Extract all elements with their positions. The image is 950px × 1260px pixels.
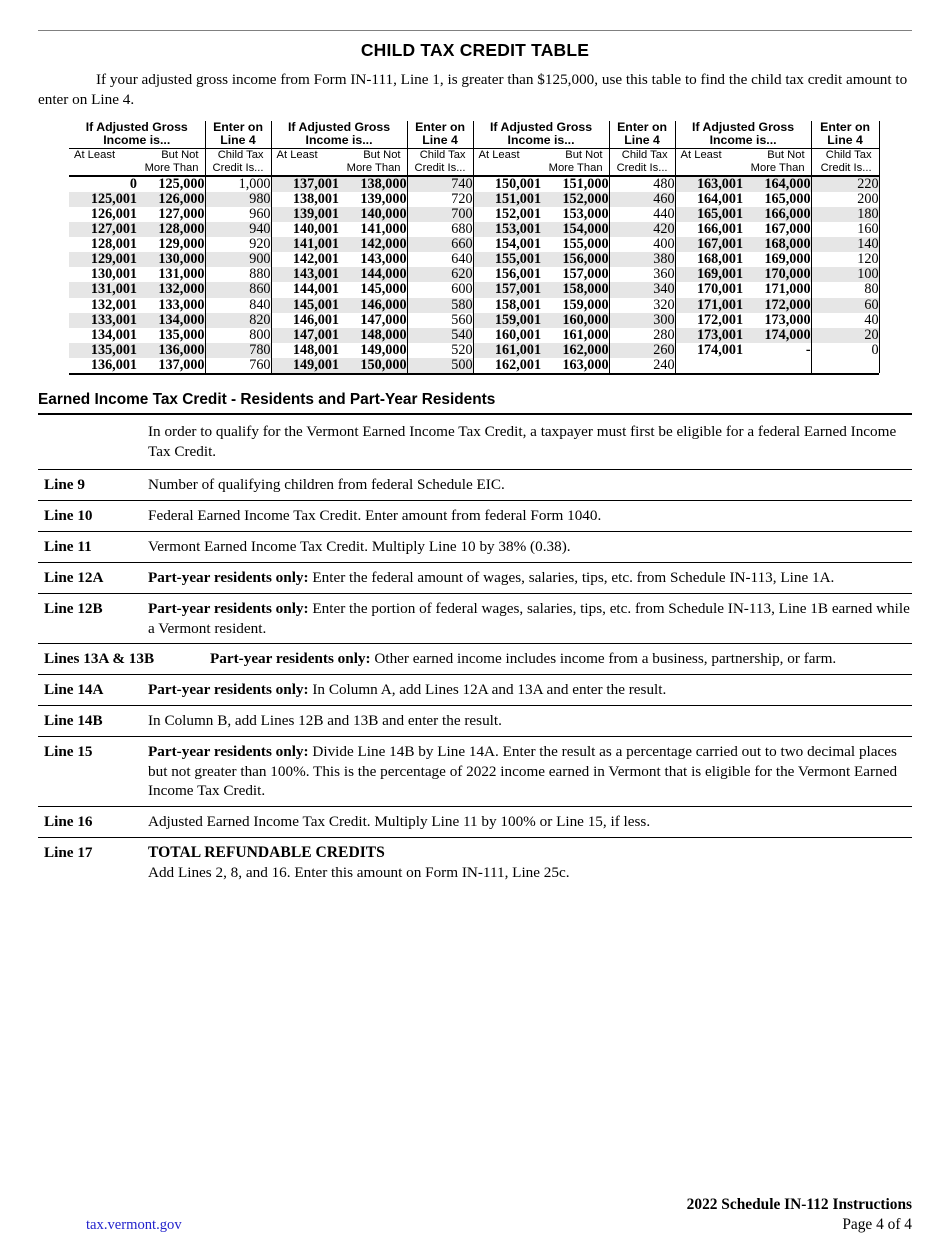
cell-at-least: 147,001 [271, 328, 339, 343]
child-tax-credit-table-wrap [69, 121, 879, 375]
line-item-label: Line 14B [44, 712, 103, 730]
cell-credit-amount: 60 [811, 298, 879, 313]
line-item-label: Line 15 [44, 742, 93, 760]
table-row [69, 328, 879, 343]
cell-but-not-more-than: 136,000 [137, 343, 205, 358]
cell-but-not-more-than: 160,000 [541, 313, 609, 328]
subheader-at-least-1: At Least [74, 149, 116, 162]
table-row [69, 222, 879, 237]
cell-credit-amount: 800 [205, 328, 271, 343]
line-item-text: Part-year residents only: Enter the federal amount of wages, salaries, tips, etc. from Schedule IN-113, Line 1A. [148, 569, 835, 587]
cell-but-not-more-than: 134,000 [137, 313, 205, 328]
cell-at-least: 126,001 [90, 205, 137, 222]
cell-credit-amount: 260 [609, 343, 675, 358]
subheader-range-2 [271, 149, 407, 176]
header-income-group-3: If Adjusted Gross Income is... [473, 121, 609, 149]
subheader-credit-3: Child Tax Credit Is... [609, 149, 675, 176]
cell-but-not-more-than: 142,000 [339, 237, 407, 252]
cell-credit-amount: 780 [205, 343, 271, 358]
cell-but-not-more-than: 172,000 [743, 298, 811, 313]
cell-credit-amount: 240 [609, 358, 675, 373]
line-item-label: Line 12A [44, 569, 104, 587]
table-header-group-row [69, 121, 879, 149]
cell-but-not-more-than: 163,000 [562, 356, 609, 373]
cell-but-not-more-than: 132,000 [137, 282, 205, 297]
line-item-text: Part-year residents only: Other earned income includes income from a business, partnership, or farm. [210, 650, 837, 668]
cell-but-not-more-than: 173,000 [764, 311, 811, 328]
cell-but-not-more-than: 143,000 [360, 251, 407, 268]
line-item-bold-lead: Part-year residents only: [148, 742, 309, 760]
subheader-at-least-4: At Least [680, 149, 722, 162]
cell-but-not-more-than: 166,000 [743, 207, 811, 222]
cell-at-least: 166,001 [675, 222, 743, 237]
cell-credit-amount: 600 [407, 282, 473, 297]
line-item-label: Line 17 [44, 844, 93, 862]
cell-but-not-more-than: 140,000 [339, 207, 407, 222]
cell-at-least: 133,001 [69, 313, 137, 328]
cell-credit-amount: 740 [407, 176, 473, 192]
cell-at-least: 173,001 [675, 328, 743, 343]
line-item-text: Part-year residents only: In Column A, add Lines 12A and 13A and enter the result. [148, 681, 667, 699]
cell-at-least: 160,001 [473, 328, 541, 343]
line-item-row [38, 644, 912, 674]
header-enter-group-2: Enter on Line 4 [407, 121, 473, 149]
cell-at-least: 151,001 [473, 192, 541, 207]
table-bottom-rule [69, 373, 879, 375]
cell-at-least: 144,001 [271, 282, 339, 297]
cell-but-not-more-than: 167,000 [764, 221, 811, 238]
cell-but-not-more-than [743, 358, 811, 373]
cell-but-not-more-than: 151,000 [562, 175, 609, 192]
cell-at-least: 131,001 [69, 282, 137, 297]
cell-but-not-more-than: 139,000 [360, 190, 407, 207]
cell-but-not-more-than: 125,000 [158, 175, 205, 192]
cell-but-not-more-than: 161,000 [562, 326, 609, 343]
line-item-bold-lead: Part-year residents only: [210, 650, 371, 668]
cell-but-not-more-than: 154,000 [541, 222, 609, 237]
cell-at-least: 125,001 [69, 192, 137, 207]
cell-at-least: 138,001 [271, 192, 339, 207]
line-item-text: Federal Earned Income Tax Credit. Enter amount from federal Form 1040. [148, 507, 602, 525]
cell-but-not-more-than: 171,000 [764, 281, 811, 298]
cell-at-least: 140,001 [271, 222, 339, 237]
cell-but-not-more-than: 148,000 [339, 328, 407, 343]
cell-credit-amount: 360 [609, 267, 675, 282]
line-item-body-text: Add Lines 2, 8, and 16. Enter this amount on Form IN-111, Line 25c. [148, 864, 570, 882]
cell-credit-amount [811, 358, 879, 373]
cell-at-least: 136,001 [90, 356, 137, 373]
footer-page-number: Page 4 of 4 [842, 1216, 912, 1233]
cell-credit-amount: 140 [811, 237, 879, 252]
cell-at-least: 156,001 [473, 267, 541, 282]
line-item-text: Vermont Earned Income Tax Credit. Multiply Line 10 by 38% (0.38). [148, 538, 571, 556]
line-item-label: Line 11 [44, 538, 92, 556]
cell-at-least: 146,001 [271, 313, 339, 328]
cell-but-not-more-than: 168,000 [743, 237, 811, 252]
subheader-but-not-1: But Not More Than [144, 149, 199, 174]
cell-but-not-more-than: 131,000 [158, 266, 205, 283]
cell-credit-amount: 1,000 [205, 176, 271, 192]
cell-credit-amount: 300 [609, 313, 675, 328]
cell-credit-amount: 400 [609, 237, 675, 252]
cell-at-least: 127,001 [69, 222, 137, 237]
cell-but-not-more-than: 159,000 [562, 296, 609, 313]
cell-credit-amount: 420 [609, 222, 675, 237]
cell-but-not-more-than: 157,000 [562, 266, 609, 283]
cell-credit-amount: 860 [205, 282, 271, 297]
line-item-label: Lines 13A & 13B [44, 650, 155, 668]
top-divider [38, 30, 912, 31]
table-body [69, 176, 879, 373]
header-income-group-2: If Adjusted Gross Income is... [271, 121, 407, 149]
cell-at-least: 155,001 [473, 252, 541, 267]
cell-credit-amount: 340 [609, 282, 675, 297]
table-row [69, 358, 879, 373]
subheader-credit-4: Child Tax Credit Is... [811, 149, 879, 176]
line-item-row [38, 706, 912, 736]
footer-website-link[interactable]: tax.vermont.gov [86, 1217, 182, 1233]
cell-at-least: 154,001 [473, 237, 541, 252]
cell-credit-amount: 640 [407, 252, 473, 267]
cell-at-least: 129,001 [69, 252, 137, 267]
cell-but-not-more-than: 170,000 [743, 267, 811, 282]
cell-at-least: 164,001 [675, 192, 743, 207]
cell-at-least [675, 358, 743, 373]
subheader-credit-1: Child Tax Credit Is... [205, 149, 271, 176]
cell-credit-amount: 280 [609, 328, 675, 343]
line-item-row [38, 675, 912, 705]
cell-but-not-more-than: 153,000 [562, 205, 609, 222]
cell-but-not-more-than: 137,000 [158, 356, 205, 373]
cell-credit-amount: 0 [811, 343, 879, 358]
cell-at-least: 161,001 [473, 343, 541, 358]
cell-credit-amount: 580 [407, 298, 473, 313]
cell-credit-amount: 100 [811, 267, 879, 282]
footer-schedule-title: 2022 Schedule IN-112 Instructions [686, 1196, 912, 1213]
cell-credit-amount: 880 [205, 267, 271, 282]
cell-at-least: 132,001 [90, 296, 137, 313]
cell-but-not-more-than: 164,000 [743, 176, 811, 192]
line-item-row [38, 807, 912, 837]
cell-at-least: 172,001 [675, 313, 743, 328]
cell-but-not-more-than: 138,000 [339, 176, 407, 192]
cell-but-not-more-than: 152,000 [541, 192, 609, 207]
cell-credit-amount: 560 [407, 313, 473, 328]
cell-credit-amount: 200 [811, 192, 879, 207]
cell-credit-amount: 840 [205, 298, 271, 313]
table-row [69, 298, 879, 313]
table-row [69, 192, 879, 207]
cell-but-not-more-than: 145,000 [360, 281, 407, 298]
line-item-text: Number of qualifying children from federal Schedule EIC. [148, 476, 505, 494]
line-item-caps-heading: TOTAL REFUNDABLE CREDITS [148, 844, 385, 862]
cell-credit-amount: 680 [407, 222, 473, 237]
footer-bottom-row [38, 1216, 912, 1234]
line-item-text [148, 843, 912, 883]
subheader-at-least-3: At Least [478, 149, 520, 162]
cell-at-least: 169,001 [675, 267, 743, 282]
line-item-row [38, 470, 912, 500]
cell-at-least: 171,001 [675, 298, 743, 313]
cell-but-not-more-than: 133,000 [158, 296, 205, 313]
cell-credit-amount: 20 [811, 328, 879, 343]
page-title: CHILD TAX CREDIT TABLE [360, 40, 590, 60]
line-item-row [38, 594, 912, 644]
cell-credit-amount: 440 [609, 207, 675, 222]
cell-at-least: 0 [129, 175, 137, 192]
cell-at-least: 143,001 [271, 267, 339, 282]
cell-credit-amount: 980 [205, 192, 271, 207]
table-header [69, 121, 879, 176]
cell-at-least: 134,001 [90, 326, 137, 343]
cell-credit-amount: 700 [407, 207, 473, 222]
subheader-but-not-3: But Not More Than [548, 149, 603, 174]
cell-credit-amount: 320 [609, 298, 675, 313]
eitc-intro-text: In order to qualify for the Vermont Earned Income Tax Credit, a taxpayer must first be eligible for a federal Earned Income Tax Credit. [148, 422, 897, 460]
eitc-lines-container [38, 469, 912, 889]
cell-but-not-more-than: 126,000 [137, 192, 205, 207]
line-item-bold-lead: Part-year residents only: [148, 681, 309, 699]
table-row [69, 343, 879, 358]
cell-at-least: 149,001 [271, 358, 339, 373]
line-item-label: Line 14A [44, 681, 104, 699]
line-item-row [38, 532, 912, 562]
cell-at-least: 163,001 [675, 176, 743, 192]
cell-credit-amount: 720 [407, 192, 473, 207]
line-item-label: Line 16 [44, 813, 93, 831]
table-row [69, 267, 879, 282]
subheader-range-4 [675, 149, 811, 176]
cell-but-not-more-than: 144,000 [339, 267, 407, 282]
subheader-but-not-4: But Not More Than [750, 149, 805, 174]
cell-but-not-more-than: 130,000 [137, 252, 205, 267]
header-enter-group-1: Enter on Line 4 [205, 121, 271, 149]
subheader-range-3 [473, 149, 609, 176]
cell-but-not-more-than: 149,000 [360, 341, 407, 358]
cell-at-least: 139,001 [271, 207, 339, 222]
cell-credit-amount: 540 [407, 328, 473, 343]
cell-at-least: 157,001 [473, 282, 541, 297]
line-item-text: In Column B, add Lines 12B and 13B and enter the result. [148, 712, 502, 730]
cell-at-least: 174,001 [675, 343, 743, 358]
cell-but-not-more-than: 141,000 [360, 221, 407, 238]
cell-but-not-more-than: 147,000 [360, 311, 407, 328]
cell-at-least: 150,001 [473, 176, 541, 192]
line-item-row [38, 501, 912, 531]
cell-credit-amount: 180 [811, 207, 879, 222]
cell-credit-amount: 520 [407, 343, 473, 358]
cell-at-least: 153,001 [473, 222, 541, 237]
eitc-intro-row [38, 415, 912, 470]
cell-credit-amount: 820 [205, 313, 271, 328]
line-item-label: Line 10 [44, 507, 93, 525]
line-item-bold-lead: Part-year residents only: [148, 599, 309, 617]
header-income-group-4: If Adjusted Gross Income is... [675, 121, 811, 149]
header-enter-group-3: Enter on Line 4 [609, 121, 675, 149]
cell-at-least: 148,001 [271, 343, 339, 358]
cell-at-least: 141,001 [271, 237, 339, 252]
table-subheader-row [69, 149, 879, 176]
cell-credit-amount: 460 [609, 192, 675, 207]
cell-credit-amount: 920 [205, 237, 271, 252]
line-item-row [38, 563, 912, 593]
cell-but-not-more-than: 165,000 [764, 190, 811, 207]
cell-credit-amount: 900 [205, 252, 271, 267]
cell-at-least: 152,001 [473, 207, 541, 222]
cell-credit-amount: 620 [407, 267, 473, 282]
page-footer [38, 1196, 912, 1234]
intro-paragraph: If your adjusted gross income from Form IN-111, Line 1, is greater than $125,000, use this table to find the child tax credit amount to enter on Line 4. [38, 71, 908, 108]
cell-credit-amount: 500 [407, 358, 473, 373]
table-row [69, 237, 879, 252]
cell-at-least: 159,001 [473, 313, 541, 328]
cell-credit-amount: 40 [811, 313, 879, 328]
cell-credit-amount: 160 [811, 222, 879, 237]
cell-but-not-more-than: 135,000 [158, 326, 205, 343]
cell-but-not-more-than: 169,000 [764, 251, 811, 268]
cell-at-least: 135,001 [69, 343, 137, 358]
cell-credit-amount: 380 [609, 252, 675, 267]
child-tax-credit-table [69, 121, 880, 374]
cell-at-least: 142,001 [271, 252, 339, 267]
section-heading-eitc: Earned Income Tax Credit - Residents and Part-Year Residents [38, 390, 496, 408]
line-item-label: Line 12B [44, 599, 103, 617]
cell-credit-amount: 220 [811, 176, 879, 192]
cell-credit-amount: 480 [609, 176, 675, 192]
cell-at-least: 137,001 [271, 176, 339, 192]
cell-but-not-more-than: 128,000 [137, 222, 205, 237]
cell-but-not-more-than: 158,000 [541, 282, 609, 297]
cell-but-not-more-than: 129,000 [158, 236, 205, 253]
cell-credit-amount: 960 [205, 207, 271, 222]
cell-at-least: 170,001 [675, 282, 743, 297]
cell-but-not-more-than: 127,000 [158, 205, 205, 222]
cell-at-least: 165,001 [675, 207, 743, 222]
cell-but-not-more-than: 155,000 [562, 236, 609, 253]
table-row [69, 176, 879, 192]
cell-but-not-more-than: - [805, 341, 811, 358]
cell-at-least: 130,001 [90, 266, 137, 283]
cell-at-least: 168,001 [675, 252, 743, 267]
subheader-range-1 [69, 149, 205, 176]
line-item-bold-lead: Part-year residents only: [148, 569, 309, 587]
header-enter-group-4: Enter on Line 4 [811, 121, 879, 149]
subheader-credit-2: Child Tax Credit Is... [407, 149, 473, 176]
cell-at-least: 145,001 [271, 298, 339, 313]
cell-credit-amount: 80 [811, 282, 879, 297]
line-item-row [38, 838, 912, 888]
cell-credit-amount: 660 [407, 237, 473, 252]
document-page [0, 30, 950, 1260]
line-item-label: Line 9 [44, 476, 85, 494]
table-row [69, 313, 879, 328]
cell-at-least: 158,001 [473, 298, 541, 313]
cell-at-least: 128,001 [90, 236, 137, 253]
table-row [69, 282, 879, 297]
line-item-text: Part-year residents only: Divide Line 14B by Line 14A. Enter the result as a percentage carried out to two decimal places but not greater than 100%. This is the percentage of 2022 income earned in Vermont that is eligible for the Vermont Earned Income Tax Credit. [148, 742, 898, 800]
cell-credit-amount: 760 [205, 358, 271, 373]
cell-but-not-more-than: 146,000 [339, 298, 407, 313]
subheader-at-least-2: At Least [276, 149, 318, 162]
cell-but-not-more-than: 162,000 [541, 343, 609, 358]
line-item-row [38, 737, 912, 806]
cell-but-not-more-than: 174,000 [743, 328, 811, 343]
cell-credit-amount: 940 [205, 222, 271, 237]
cell-at-least: 162,001 [473, 358, 541, 373]
table-row [69, 207, 879, 222]
header-income-group-1: If Adjusted Gross Income is... [69, 121, 205, 149]
subheader-but-not-2: But Not More Than [346, 149, 401, 174]
line-item-text: Part-year residents only: Enter the portion of federal wages, salaries, tips, etc. from Schedule IN-113, Line 1B earned while a Vermont resident. [148, 599, 910, 637]
table-row [69, 252, 879, 267]
cell-at-least: 167,001 [675, 237, 743, 252]
cell-but-not-more-than: 150,000 [339, 358, 407, 373]
cell-credit-amount: 120 [811, 252, 879, 267]
cell-but-not-more-than: 156,000 [541, 252, 609, 267]
line-item-text: Adjusted Earned Income Tax Credit. Multiply Line 11 by 100% or Line 15, if less. [148, 813, 651, 831]
